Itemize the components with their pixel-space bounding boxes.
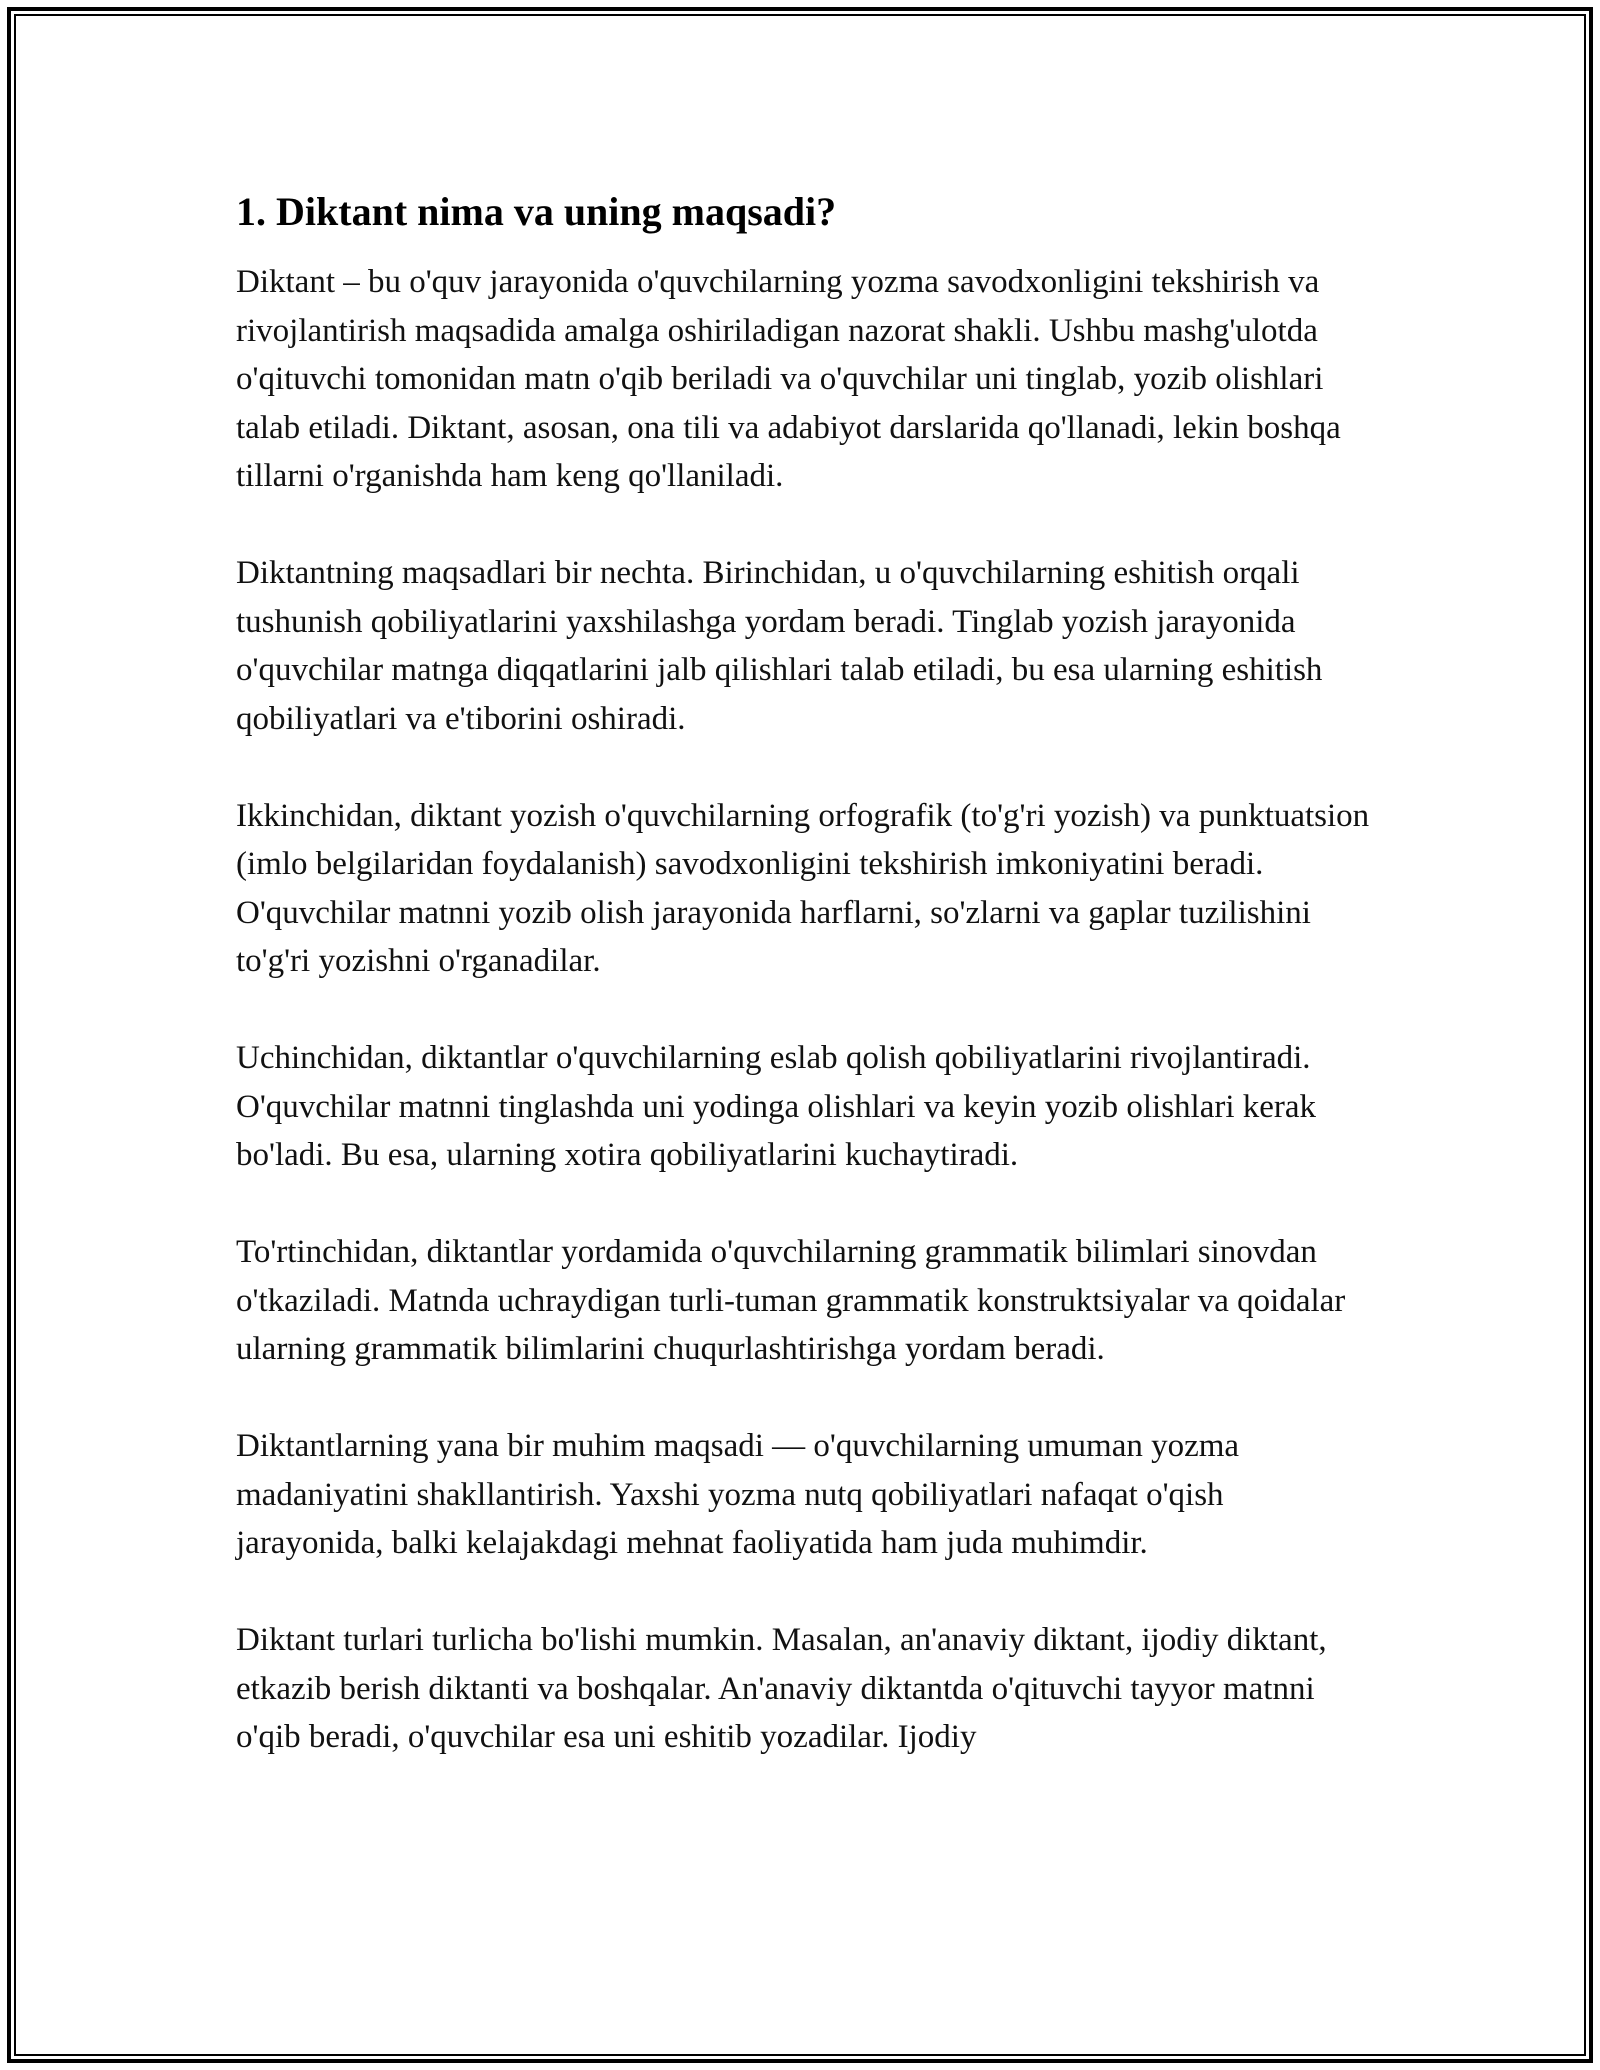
paragraph-dictation-types: Diktant turlari turlicha bo'lishi mumkin. Masalan, an'anaviy diktant, ijodiy diktant, etkazib berish diktanti va boshqalar. An'anaviy diktantda o'qituvchi tayyor matnni o'qib beradi, o'quvchilar esa uni eshitib yozadilar. Ijodiy: [236, 1622, 1327, 1755]
paragraph-goals-first: Diktantning maqsadlari bir nechta. Birinchidan, u o'quvchilarning eshitish orqali tushunish qobiliyatlarini yaxshilashga yordam beradi. Tinglab yozish jarayonida o'quvchilar matnga diqqatlarini jalb qilishlari talab etiladi, bu esa ularning eshitish qobiliyatlari va e'tiborini oshiradi.: [236, 555, 1323, 737]
document-body: [236, 188, 1376, 1810]
section-heading: 1. Diktant nima va uning maqsadi?: [236, 189, 837, 234]
paragraph-goals-fourth: To'rtinchidan, diktantlar yordamida o'quvchilarning grammatik bilimlari sinovdan o'tkaziladi. Matnda uchraydigan turli-tuman grammatik konstruktsiyalar va qoidalar ularning grammatik bilimlarini chuqurlashtirishga yordam beradi.: [236, 1234, 1346, 1367]
paragraph-definition: Diktant – bu o'quv jarayonida o'quvchilarning yozma savodxonligini tekshirish va rivojlantirish maqsadida amalga oshiriladigan nazorat shakli. Ushbu mashg'ulotda o'qituvchi tomonidan matn o'qib beriladi va o'quvchilar uni tinglab, yozib olishlari talab etiladi. Diktant, asosan, ona tili va adabiyot darslarida qo'llanadi, lekin boshqa tillarni o'rganishda ham keng qo'llaniladi.: [236, 264, 1341, 494]
paragraph-writing-culture: Diktantlarning yana bir muhim maqsadi — o'quvchilarning umuman yozma madaniyatini shakllantirish. Yaxshi yozma nutq qobiliyatlari nafaqat o'qish jarayonida, balki kelajakdagi mehnat faoliyatida ham juda muhimdir.: [236, 1428, 1240, 1561]
paragraph-goals-second: Ikkinchidan, diktant yozish o'quvchilarning orfografik (to'g'ri yozish) va punktuatsion (imlo belgilaridan foydalanish) savodxonligini tekshirish imkoniyatini beradi. O'quvchilar matnni yozib olish jarayonida harflarni, so'zlarni va gaplar tuzilishini to'g'ri yozishni o'rganadilar.: [236, 797, 1370, 979]
paragraph-goals-third: Uchinchidan, diktantlar o'quvchilarning eslab qolish qobiliyatlarini rivojlantiradi. O'quvchilar matnni tinglashda uni yodinga olishlari va keyin yozib olishlari kerak bo'ladi. Bu esa, ularning xotira qobiliyatlarini kuchaytiradi.: [236, 1040, 1317, 1173]
